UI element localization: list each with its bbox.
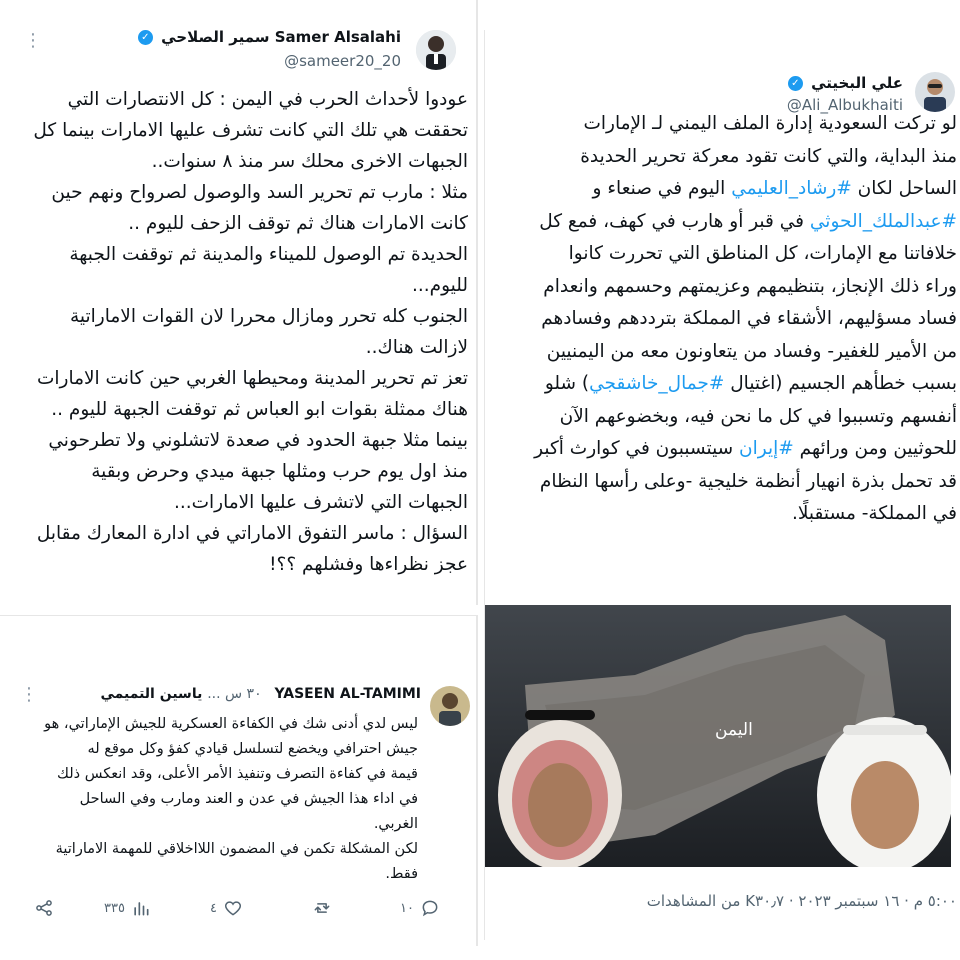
image-yemen-map [485,605,951,867]
tweet-line [485,433,957,466]
tweet-text-part: قد تحمل بذرة انهيار أنظمة خليجية -وعلى رأسها النظام [539,470,957,492]
tweet-line [485,173,957,206]
tweet-line [485,271,957,304]
more-options-icon[interactable]: ⋮ [24,30,41,51]
tweet-text [18,84,468,580]
tweet-line: لازالت هناك.. [365,337,468,358]
tweet-text-part: منذ البداية، والتي كانت تقود معركة تحرير الحديدة [580,145,957,167]
tweet-text-part: اليوم في صنعاء و [592,178,732,199]
tweet-text-part: في قبر أو هارب في كهف، فمع كل [539,210,810,232]
hashtag-link[interactable]: #رشاد_العليمي [731,178,852,199]
reply-button[interactable] [400,898,440,918]
avatar-photo [416,30,456,70]
tweet-line: كانت الامارات هناك ثم توقف الزحف لليوم .. [128,213,468,234]
views-icon [131,898,151,918]
hashtag-link[interactable]: #جمال_خاشقجي [589,373,725,394]
tweet-line: لليوم... [412,275,468,296]
tweet-line: هناك ممثلة بقوات ابو العباس ثم توقفت الجبهة لليوم .. [51,399,468,420]
author-name[interactable]: سمير الصلاحي Samer Alsalahi [161,28,401,46]
tweet-text-part: سيتسببون في كوارث أكبر [534,438,740,459]
avatar-photo [430,686,470,726]
tweet-line: لكن المشكلة تكمن في المضمون اللااخلاقي للمهمة الاماراتية [55,841,418,857]
hashtag-link[interactable]: #إيران [739,438,794,459]
tweet-line: مثلا : مارب تم تحرير السد والوصول لصرواح ونهم حين [51,182,468,203]
views-count: ٣٣٥ [104,900,125,916]
action-bar [0,898,476,928]
tweet-line [485,238,957,271]
tweet-line: السؤال : ماسر التفوق الاماراتي في ادارة المعارك مقابل [36,523,468,544]
author-name[interactable]: ياسين التميمي YASEEN AL-TAMIMI [100,686,421,702]
tweet-line: بينما مثلا جبهة الحدود في صعدة لاتشلوني ولا تطرحوني [48,430,468,451]
hashtag-link[interactable]: #عبدالملك_الحوثي [809,210,957,232]
map-label: اليمن [715,720,753,740]
share-button[interactable] [34,898,54,918]
reply-count: ١٠ [400,900,414,916]
tweet-text-part: لو تركت السعودية إدارة الملف اليمني لـ الإمارات [583,113,957,134]
tweet-line: تعز تم تحرير المدينة ومحيطها الغربي حين كانت الامارات [36,368,468,389]
tweet-meta[interactable]: ٥:٠٠ م · ١٦ سبتمبر ٢٠٢٣ · K٣٠٫٧ من المشاهدات [646,892,957,910]
tweet-line [485,336,957,369]
verified-icon: ✓ [138,30,153,45]
tweet-text-part: للحوثيين ومن ورائهم [793,438,957,459]
tweet-line [485,466,957,499]
tweet-text-part: خلافاتنا مع الإمارات، كل المناطق التي تحررت كانوا [568,243,957,264]
heart-icon [223,898,243,918]
retweet-icon [312,898,332,918]
tweet-line: الجنوب كله تحرر ومازال محررا لان القوات الاماراتية [70,306,468,327]
tweet-text-part: فساد مسؤليهم، الأشقاء في المملكة بترددهم وفسادهم [541,308,957,329]
tweet-text-part: الساحل لكان [851,178,957,199]
tweet-samer[interactable] [0,0,478,605]
avatar[interactable] [915,72,955,112]
tweet-line: في اداء هذا الجيش في عدن و العند ومارب وفي الساحل [79,791,418,807]
avatar-photo [915,72,955,112]
avatar[interactable] [416,30,456,70]
tweet-text-part: بسبب خطأهم الجسيم (اغتيال [724,373,957,394]
tweet-line [485,368,957,401]
reply-icon [420,898,440,918]
tweet-line: عجز نظراءها وفشلهم ؟؟! [269,554,468,575]
tweet-ali[interactable] [484,30,960,940]
attached-image[interactable] [485,605,951,867]
tweet-text [8,712,418,887]
tweet-line: قيمة في كفاءة التصرف وتنفيذ الأمر الأعلى، وقد انعكس ذلك [57,766,418,782]
tweet-text-part: ) شلو [544,373,590,394]
like-button[interactable] [210,898,243,918]
tweet-text-part: من الأمير للغفير- وفساد من يتعاونون معه من اليمنيين [546,340,957,362]
author-handle[interactable]: @Ali_Albukhaiti [786,96,903,114]
tweet-line: تحققت هي تلك التي كانت تشرف عليها الامارات بينما كل [33,120,468,141]
tweet-line [485,108,957,141]
tweet-line: ليس لدي أدنى شك في الكفاءة العسكرية للجيش الإماراتي، هو [44,716,418,732]
tweet-yaseen[interactable] [0,615,478,946]
post-time[interactable]: ٣٠ س ... [207,686,262,702]
tweet-line [485,141,957,174]
tweet-text-part: وراء ذلك الإنجاز، بتنظيمهم وعزيمتهم وحسمهم وانعدام [543,275,957,297]
tweet-line: منذ اول يوم حرب ومثلها جبهة ميدي وحرض وبقية [91,461,468,482]
tweet-line: الحديدة تم الوصول للميناء والمدينة ثم توقفت الجبهة [69,244,468,265]
tweet-line: الغربي. [373,816,418,832]
tweet-line [485,206,957,239]
retweet-button[interactable] [312,898,338,918]
author-name[interactable]: علي البخيتي [811,74,903,92]
tweet-line: عودوا لأحداث الحرب في اليمن : كل الانتصارات التي [67,89,468,110]
tweet-text-part: في المملكة- مستقبلًا. [792,503,957,524]
avatar[interactable] [430,686,470,726]
more-options-icon[interactable]: ⋮ [20,684,37,705]
tweet-text [485,108,957,531]
tweet-text-part: أنفسهم وتسببوا في كل ما نحن فيه، وبخضوعهم الآن [559,405,957,427]
views-button[interactable] [104,898,151,918]
tweet-line: فقط. [385,866,418,882]
like-count: ٤ [210,900,217,916]
tweet-line: الجبهات التي لاتشرف عليها الامارات... [173,492,468,513]
tweet-line [485,303,957,336]
share-icon [34,898,54,918]
tweet-line [485,401,957,434]
tweet-line [485,498,957,531]
tweet-line: جيش احترافي ويخضع لتسلسل قيادي كفؤ وكل موقع له [87,741,418,757]
tweet-line: الجبهات الاخرى محلك سر منذ ٨ سنوات.. [151,151,468,172]
author-handle[interactable]: @sameer20_20 [284,52,401,70]
verified-icon: ✓ [788,76,803,91]
